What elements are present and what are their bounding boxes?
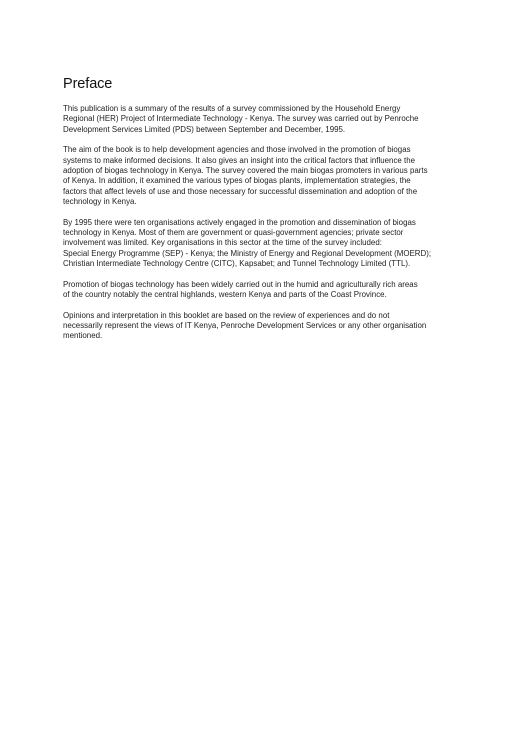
preface-paragraph-2: The aim of the book is to help development agencies and those involved in the promotion of biogas systems to make informed decisions. It also gives an insight into the critical factors that influence the adoption of biogas technology in Kenya. The survey covered the main biogas promoters in various parts of Kenya. In addition, it examined the various types of biogas plants, implementation strategies, the factors that affect levels of use and those necessary for successful dissemination and adoption of the technology in Kenya. xyxy=(63,145,428,206)
page-content xyxy=(63,76,471,352)
preface-paragraph-5: Opinions and interpretation in this booklet are based on the review of experiences and do not necessarily represent the views of IT Kenya, Penroche Development Services or any other organisation mentioned. xyxy=(63,310,427,341)
preface-paragraph-4: Promotion of biogas technology has been widely carried out in the humid and agriculturally rich areas of the country notably the central highlands, western Kenya and parts of the Coast Province. xyxy=(63,279,418,299)
preface-paragraph-3: By 1995 there were ten organisations actively engaged in the promotion and dissemination of biogas technology in Kenya. Most of them are government or quasi-government agencies; private sector involvement was limited. Key organisations in this sector at the time of the survey included: Special Energy Programme (SEP) - Kenya; the Ministry of Energy and Regional Development (MOERD); Christian Intermediate Technology Centre (CITC), Kapsabet; and Tunnel Technology Limited (TTL). xyxy=(63,217,432,268)
page-title: Preface xyxy=(63,76,113,92)
preface-paragraph-1: This publication is a summary of the results of a survey commissioned by the Household Energy Regional (HER) Project of Intermediate Technology - Kenya. The survey was carried out by Penroche Development Services Limited (PDS) between September and December, 1995. xyxy=(63,104,419,134)
